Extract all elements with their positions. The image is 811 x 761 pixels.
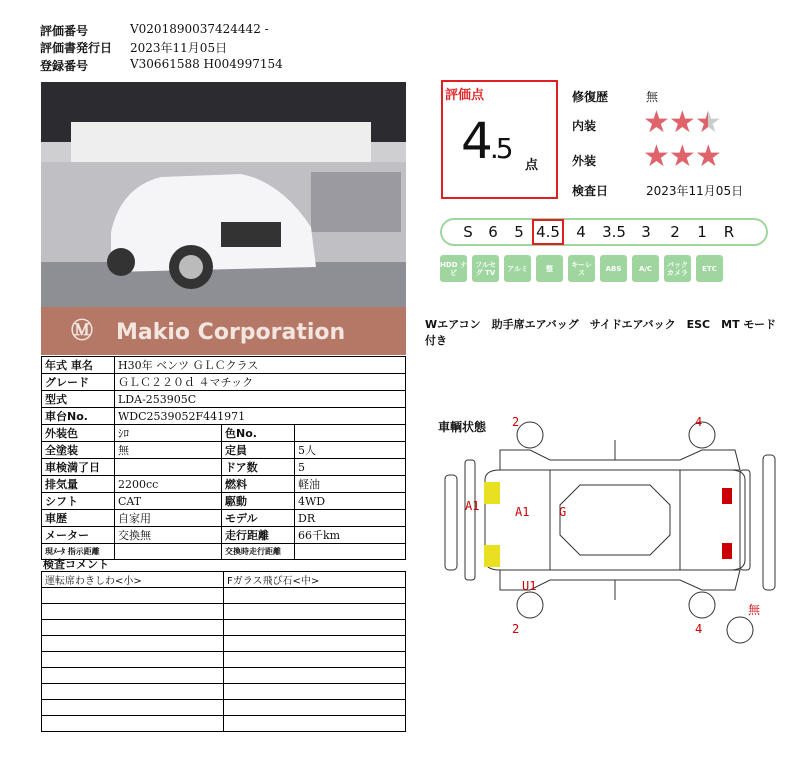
scale-item: 1 [697, 223, 707, 241]
table-row [42, 620, 406, 636]
table-row [42, 716, 406, 732]
scale-item: 3.5 [602, 223, 626, 241]
table-row [42, 700, 406, 716]
scale-item: 2 [670, 223, 680, 241]
table-row [42, 684, 406, 700]
hdd-navi-icon: HDD ナビ [440, 255, 467, 282]
spec-key: 色No. [222, 425, 295, 442]
table-row [42, 604, 406, 620]
spec-value: ＧＬＣ２２０ｄ ４マチック [115, 374, 406, 391]
score-value: 4.5 [461, 112, 511, 170]
scale-item: 4 [576, 223, 586, 241]
spec-key: 駆動 [222, 493, 295, 510]
table-row [42, 425, 406, 442]
comment-left: 運転席わきしわ<小> [42, 572, 224, 588]
spec-table [41, 356, 406, 560]
spec-value: 無 [115, 442, 222, 459]
table-row [42, 408, 406, 425]
scale-item: 6 [488, 223, 498, 241]
spec-value [115, 459, 222, 476]
table-row [42, 357, 406, 374]
diagram-label-g: G [559, 505, 567, 519]
table-row [42, 374, 406, 391]
spec-key: ドア数 [222, 459, 295, 476]
spec-key: 年式 車名 [42, 357, 115, 374]
table-row [42, 588, 406, 604]
spec-key: 全塗装 [42, 442, 115, 459]
spec-key: 定員 [222, 442, 295, 459]
spec-value: 4WD [295, 493, 406, 510]
vehicle-photo [41, 82, 406, 355]
score-scale [440, 218, 768, 246]
table-row [42, 636, 406, 652]
issue-date-row [40, 39, 227, 56]
spec-key: 走行距離 [222, 527, 295, 544]
table-row [42, 476, 406, 493]
table-row [42, 459, 406, 476]
scale-item: 5 [514, 223, 524, 241]
comments-title: 検査コメント [43, 558, 109, 571]
star-icon: ★ [694, 139, 721, 174]
spec-key: モデル [222, 510, 295, 527]
issue-date: 2023年11月05日 [130, 41, 228, 55]
spec-key: シフト [42, 493, 115, 510]
repair-label: 修復歴 [572, 90, 609, 104]
reg-number: V30661588 H004997154 [130, 57, 283, 71]
table-row [42, 493, 406, 510]
eval-number-row [40, 22, 269, 39]
spec-key: グレード [42, 374, 115, 391]
inspect-date: 2023年11月05日 [646, 184, 744, 198]
spec-value: 66千km [295, 527, 406, 544]
table-row [42, 652, 406, 668]
interior-stars [643, 105, 721, 140]
spec-value: 自家用 [115, 510, 222, 527]
banner-logo-icon: Ⓜ [71, 319, 94, 344]
comments-table [41, 571, 406, 732]
table-row [42, 510, 406, 527]
diagram-label-fl: 2 [512, 415, 520, 429]
spec-value: H30年 ベンツ ＧＬＣクラス [115, 357, 406, 374]
diagram-label-u1: U1 [522, 579, 537, 593]
spec-key: 外装色 [42, 425, 115, 442]
spec-value [295, 425, 406, 442]
diagram-label-spare: 無 [748, 603, 761, 617]
spec-key: 車台No. [42, 408, 115, 425]
scale-item: 3 [641, 223, 651, 241]
table-row [42, 391, 406, 408]
eval-number: V0201890037424442 - [130, 22, 269, 36]
star-icon: ★ [643, 139, 669, 174]
spec-value [115, 544, 222, 560]
spec-value: 5人 [295, 442, 406, 459]
diagram-title: 車輌状態 [438, 420, 487, 434]
spec-key: 交換時走行距離 [222, 544, 295, 560]
table-row [42, 527, 406, 544]
inspect-label: 検査日 [572, 184, 609, 198]
table-row [42, 442, 406, 459]
diagram-label-rr: 4 [695, 622, 703, 636]
scale-item-selected: 4.5 [532, 219, 564, 245]
star-icon: ★ [643, 105, 669, 140]
diagram-label-fr: 4 [695, 415, 703, 429]
spec-value: 5 [295, 459, 406, 476]
diagram-label-rl: 2 [512, 622, 520, 636]
spec-value: 2200cc [115, 476, 222, 493]
star-icon: ★ [668, 139, 695, 174]
interior-label: 内装 [572, 119, 597, 133]
spec-key: 現ﾒｰﾀ 指示距離 [42, 544, 115, 560]
spare-tire-icon [727, 617, 753, 643]
spec-value [295, 544, 406, 560]
diagram-label-a1-center: A1 [515, 505, 530, 519]
repair-value: 無 [646, 90, 659, 104]
maintenance-icon: 整 [536, 255, 563, 282]
spec-key: 車検満了日 [42, 459, 115, 476]
spec-value: LDA-253905C [115, 391, 406, 408]
photo-banner: Makio Corporation [116, 320, 346, 345]
spec-key: 排気量 [42, 476, 115, 493]
spec-key: メーター [42, 527, 115, 544]
diagram-label-a1-left: A1 [465, 499, 480, 513]
star-half-icon: ★ [694, 105, 721, 140]
spec-value: DR [295, 510, 406, 527]
exterior-label: 外装 [572, 154, 597, 168]
spec-value: 交換無 [115, 527, 222, 544]
spec-key: 燃料 [222, 476, 295, 493]
equipment-text: Wエアコン 助手席エアバッグ サイドエアバック ESC MT モード付き [425, 318, 776, 347]
score-unit: 点 [525, 158, 539, 173]
abs-icon: ABS [600, 255, 627, 282]
alloy-wheel-icon: アルミ [504, 255, 531, 282]
spec-key: 型式 [42, 391, 115, 408]
equipment-icons [440, 255, 723, 282]
back-camera-icon: バック カメラ [664, 255, 691, 282]
scale-item: S [463, 223, 473, 241]
fullseg-tv-icon: フルセグ TV [472, 255, 499, 282]
car-condition-diagram [440, 410, 780, 650]
score-label: 評価点 [445, 88, 485, 103]
table-row [42, 668, 406, 684]
star-icon: ★ [668, 105, 695, 140]
comment-right: Fガラス飛び石<中> [224, 572, 406, 588]
spec-value: WDC2539052F441971 [115, 408, 406, 425]
spec-value: ｼﾛ [115, 425, 222, 442]
reg-number-label: 登録番号 [40, 59, 89, 73]
aircon-icon: A/C [632, 255, 659, 282]
spec-value: 軽油 [295, 476, 406, 493]
score-box [441, 80, 558, 199]
table-row [42, 572, 406, 588]
exterior-stars [643, 139, 721, 174]
keyless-icon: キーレス [568, 255, 595, 282]
spec-value: CAT [115, 493, 222, 510]
spec-key: 車歴 [42, 510, 115, 527]
issue-date-label: 評価書発行日 [40, 41, 113, 55]
scale-item: R [723, 223, 735, 241]
eval-number-label: 評価番号 [40, 24, 89, 38]
reg-number-row [40, 57, 283, 74]
etc-icon: ETC [696, 255, 723, 282]
